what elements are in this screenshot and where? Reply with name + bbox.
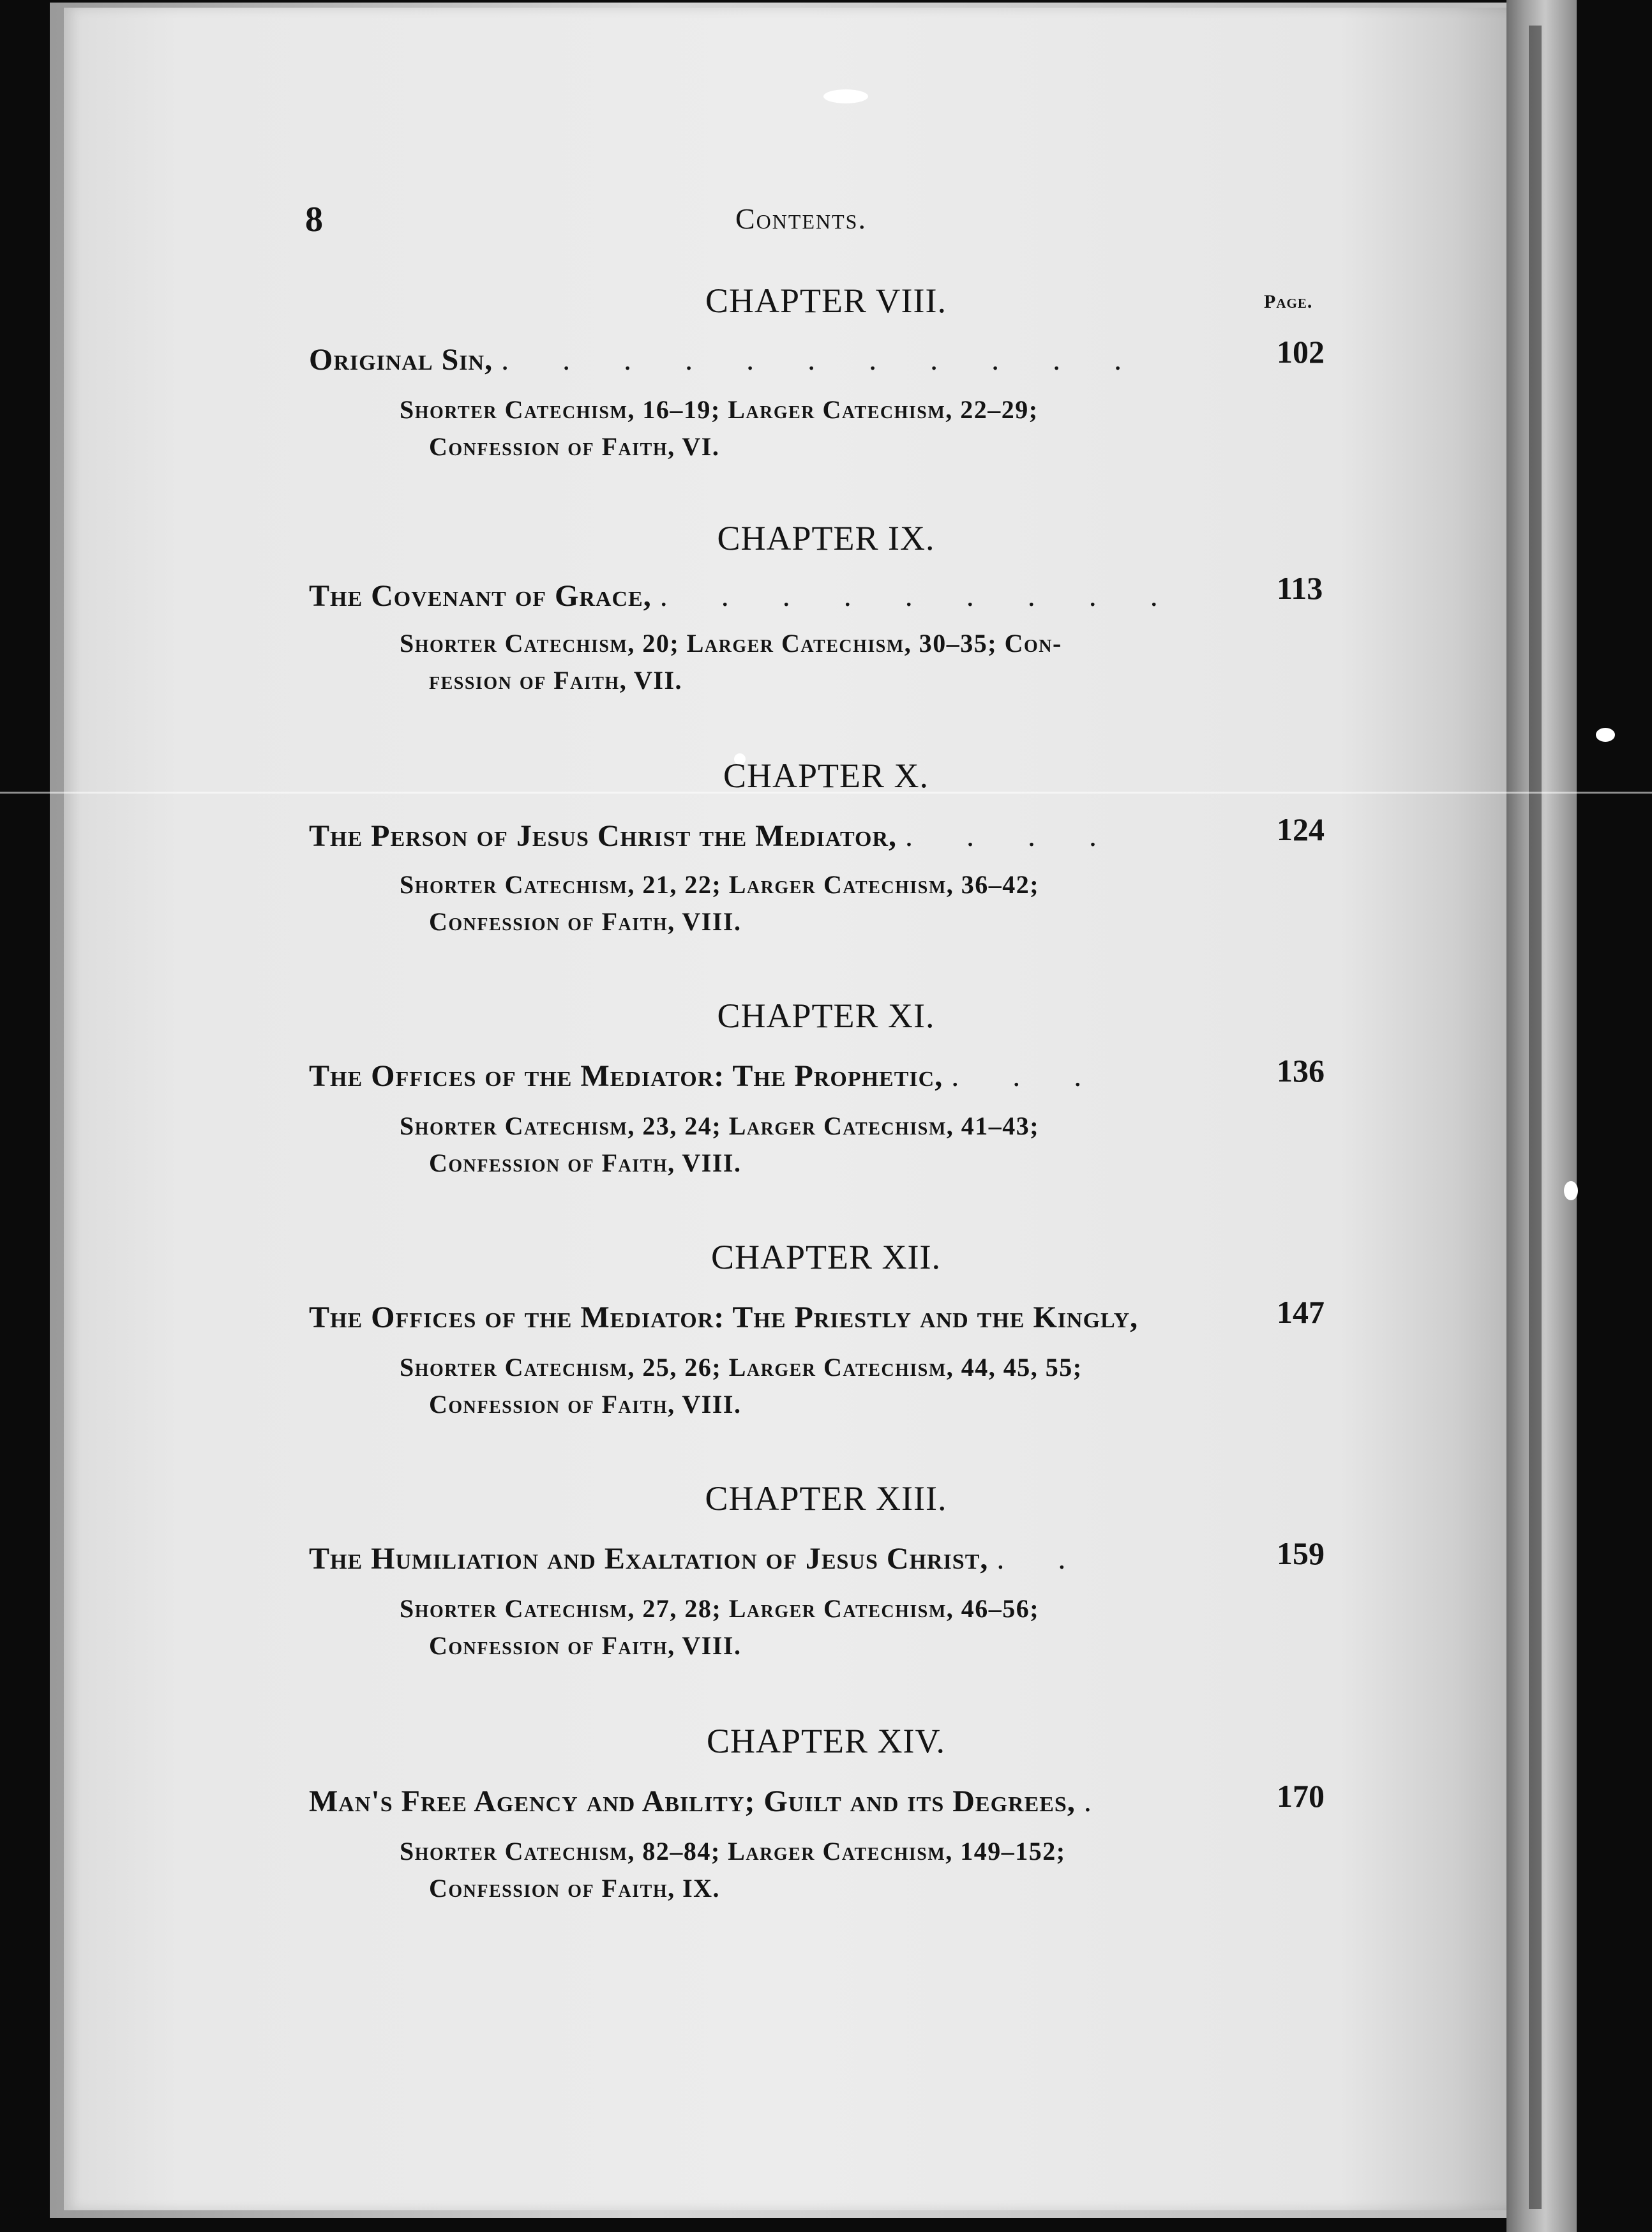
- chapter-title-text: The Covenant of Grace,: [309, 579, 652, 613]
- confession-reference: Confession of Faith, VIII.: [429, 1390, 742, 1419]
- chapter-title: [309, 1541, 1088, 1576]
- dust-speck: [823, 89, 868, 103]
- chapter-title-text: The Offices of the Mediator: The Priestly and the Kingly,: [309, 1301, 1139, 1334]
- chapter-page-number: 147: [1277, 1294, 1325, 1330]
- chapter-page-number: 159: [1277, 1535, 1325, 1571]
- chapter-page-number: 170: [1277, 1778, 1325, 1814]
- chapter-heading: CHAPTER IX.: [717, 519, 935, 557]
- confession-reference: Confession of Faith, VIII.: [429, 1631, 742, 1660]
- book-gutter: [1506, 0, 1577, 2232]
- chapter-title: [309, 1300, 1138, 1335]
- chapter-title: [309, 342, 1145, 377]
- page-number: 8: [305, 200, 323, 239]
- chapter-title-text: The Humiliation and Exaltation of Jesus Christ,: [309, 1542, 989, 1576]
- catechism-references: Shorter Catechism, 23, 24; Larger Catechism, 41–43;: [400, 1112, 1040, 1140]
- dot-leader: . . . . . . . . . . .: [501, 343, 1145, 377]
- chapter-title: [309, 1784, 1115, 1819]
- chapter-title-text: The Person of Jesus Christ the Mediator,: [309, 819, 897, 853]
- confession-reference: Confession of Faith, VI.: [429, 432, 720, 461]
- chapter-page-number: 102: [1277, 334, 1325, 370]
- gutter-shadow: [1529, 26, 1542, 2209]
- chapter-heading: CHAPTER XI.: [717, 997, 935, 1035]
- catechism-references: Shorter Catechism, 20; Larger Catechism, 30–35; Con-: [400, 629, 1062, 658]
- running-title: Contents.: [735, 202, 867, 235]
- chapter-title-text: The Offices of the Mediator: The Prophetic,: [309, 1059, 943, 1093]
- chapter-title-text: Man's Free Agency and Ability; Guilt and its Degrees,: [309, 1784, 1076, 1818]
- catechism-references: Shorter Catechism, 25, 26; Larger Catechism, 44, 45, 55;: [400, 1353, 1083, 1382]
- catechism-references: Shorter Catechism, 82–84; Larger Catechism, 149–152;: [400, 1837, 1066, 1866]
- chapter-page-number: 113: [1277, 570, 1323, 606]
- dust-speck: [1596, 728, 1615, 742]
- chapter-title: [309, 818, 1120, 854]
- chapter-heading: CHAPTER XII.: [711, 1238, 941, 1276]
- chapter-heading: CHAPTER XIV.: [706, 1722, 946, 1760]
- chapter-heading: CHAPTER XIII.: [705, 1479, 947, 1518]
- dust-speck: [1564, 1181, 1578, 1200]
- dot-leader: . .: [996, 1542, 1089, 1576]
- chapter-page-number: 124: [1277, 811, 1325, 847]
- dot-leader: .: [1083, 1784, 1115, 1818]
- chapter-title: [309, 578, 1181, 614]
- confession-reference: fession of Faith, VII.: [429, 666, 683, 695]
- page-column-label: Page.: [1264, 291, 1313, 312]
- confession-reference: Confession of Faith, VIII.: [429, 1149, 742, 1177]
- catechism-references: Shorter Catechism, 16–19; Larger Catechism, 22–29;: [400, 395, 1039, 424]
- confession-reference: Confession of Faith, IX.: [429, 1874, 721, 1903]
- dot-leader: . . .: [951, 1059, 1105, 1093]
- confession-reference: Confession of Faith, VIII.: [429, 907, 742, 936]
- dot-leader: . . . .: [905, 819, 1120, 853]
- catechism-references: Shorter Catechism, 21, 22; Larger Catechism, 36–42;: [400, 870, 1040, 899]
- chapter-heading: CHAPTER X.: [723, 757, 929, 795]
- chapter-page-number: 136: [1277, 1053, 1325, 1089]
- scan-border-right: [1577, 0, 1652, 2232]
- dot-leader: . . . . . . . . .: [659, 579, 1181, 613]
- chapter-heading: CHAPTER VIII.: [705, 282, 947, 320]
- chapter-title: [309, 1059, 1104, 1094]
- chapter-title-text: Original Sin,: [309, 343, 493, 377]
- catechism-references: Shorter Catechism, 27, 28; Larger Catechism, 46–56;: [400, 1594, 1040, 1623]
